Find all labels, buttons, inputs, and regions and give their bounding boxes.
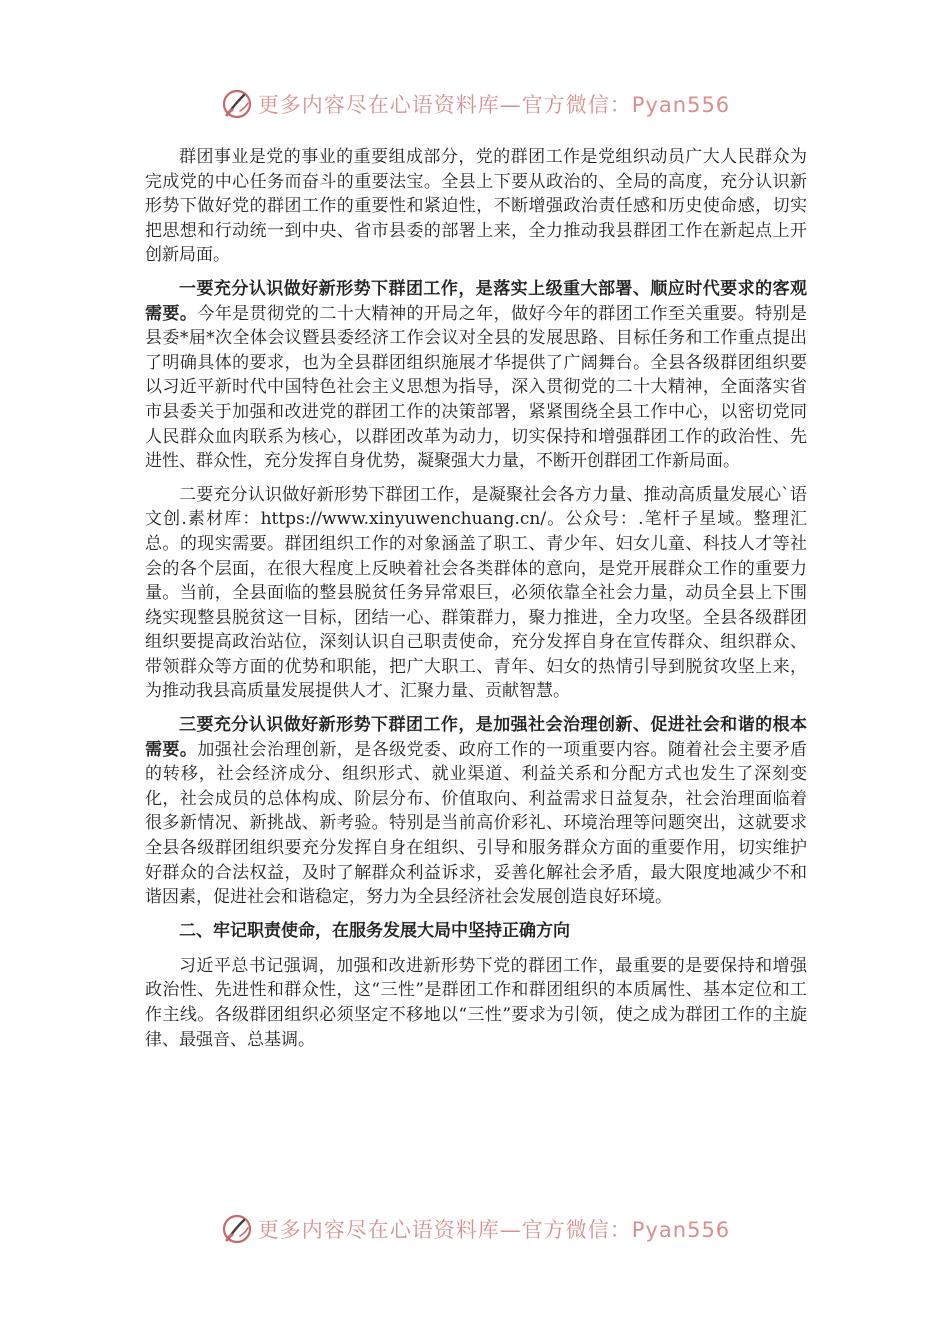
intro-paragraph: 群团事业是党的事业的重要组成部分，党的群团工作是党组织动员广大人民群众为完成党的中心任务而奋斗的重要法宝。全县上下要从政治的、全局的高度，充分认识新形势下做好党的群团工作的重要性和紧迫性，不断增强政治责任感和历史使命感，切实把思想和行动统一到中央、省市县委的部署上来，全力推动我县群团工作在新起点上开创新局面。 bbox=[145, 147, 807, 266]
point-one-body: 今年是贯彻党的二十大精神的开局之年，做好今年的群团工作至关重要。特别是县委*届*次全体会议暨县委经济工作会议对全县的发展思路、目标任务和工作重点提出了明确具体的要求，也为全县群团组织施展才华提供了广阔舞台。全县各级群团组织要以习近平新时代中国特色社会主义思想为指导，深入贯彻党的二十大精神，全面落实省市县委关于加强和改进党的群团工作的决策部署，紧紧围绕全县工作中心，以密切党同人民群众血肉联系为核心，以群团改革为动力，切实保持和增强群团工作的政治性、先进性、群众性，充分发挥自身优势，凝聚强大力量，不断开创群团工作新局面。 bbox=[145, 303, 808, 472]
section-two-heading: 二、牢记职责使命，在服务发展大局中坚持正确方向 bbox=[179, 920, 570, 941]
brush-logo-icon bbox=[220, 1212, 254, 1246]
banner-text: 更多内容尽在心语资料库—官方微信：Pyan556 bbox=[257, 93, 731, 117]
point-three-paragraph bbox=[145, 713, 807, 910]
point-one-title: 一要充分认识做好新形势下群团工作，是落实上级重大部署、顺应时代要求的客观需要。 bbox=[145, 278, 807, 324]
banner-text: 更多内容尽在心语资料库—官方微信：Pyan556 bbox=[257, 1218, 731, 1242]
header-banner bbox=[0, 84, 950, 124]
footer-banner bbox=[0, 1209, 950, 1249]
point-three-body: 加强社会治理创新，是各级党委、政府工作的一项重要内容。随着社会主要矛盾的转移，社会经济成分、组织形式、就业渠道、利益关系和分配方式也发生了深刻变化，社会成员的总体构成、阶层分布、价值取向、利益需求日益复杂，社会治理面临着很多新情况、新挑战、新考验。特别是当前高价彩礼、环境治理等问题突出，这就要求全县各级群团组织要充分发挥自身在组织、引导和服务群众方面的重要作用，切实维护好群众的合法权益，及时了解群众利益诉求，妥善化解社会矛盾，最大限度地减少不和谐因素，促进社会和谐稳定，努力为全县经济社会发展创造良好环境。 bbox=[145, 739, 808, 908]
point-one-paragraph bbox=[145, 277, 807, 474]
section-two-paragraph: 习近平总书记强调，加强和改进新形势下党的群团工作，最重要的是要保持和增强政治性、先进性和群众性，这“三性”是群团工作和群团组织的本质属性、基本定位和工作主线。各级群团组织必须坚定不移地以“三性”要求为引领，使之成为群团工作的主旋律、最强音、总基调。 bbox=[145, 955, 807, 1050]
point-three-title: 三要充分认识做好新形势下群团工作，是加强社会治理创新、促进社会和谐的根本需要。 bbox=[145, 715, 807, 760]
document-body bbox=[145, 145, 807, 1061]
point-two-paragraph: 二要充分认识做好新形势下群团工作，是凝聚社会各方力量、推动高质量发展心`语文创.素材库：https://www.xinyuwenchuang.cn/。公众号：.笔杆子星域。整理汇总。的现实需要。群团组织工作的对象涵盖了职工、青少年、妇女儿童、科技人才等社会的各个层面，在很大程度上反映着社会各类群体的意向，是党开展群众工作的重要力量。当前，全县面临的整县脱贫任务异常艰巨，必须依靠全社会力量，动员全县上下围绕实现整县脱贫这一目标，团结一心、群策群力，聚力推进，全力攻坚。全县各级群团组织要提高政治站位，深刻认识自己职责使命，充分发挥自身在宣传群众、组织群众、带领群众等方面的优势和职能，把广大职工、青年、妇女的热情引导到脱贫攻坚上来，为推动我县高质量发展提供人才、汇聚力量、贡献智慧。 bbox=[145, 484, 807, 702]
brush-logo-icon bbox=[220, 87, 254, 121]
